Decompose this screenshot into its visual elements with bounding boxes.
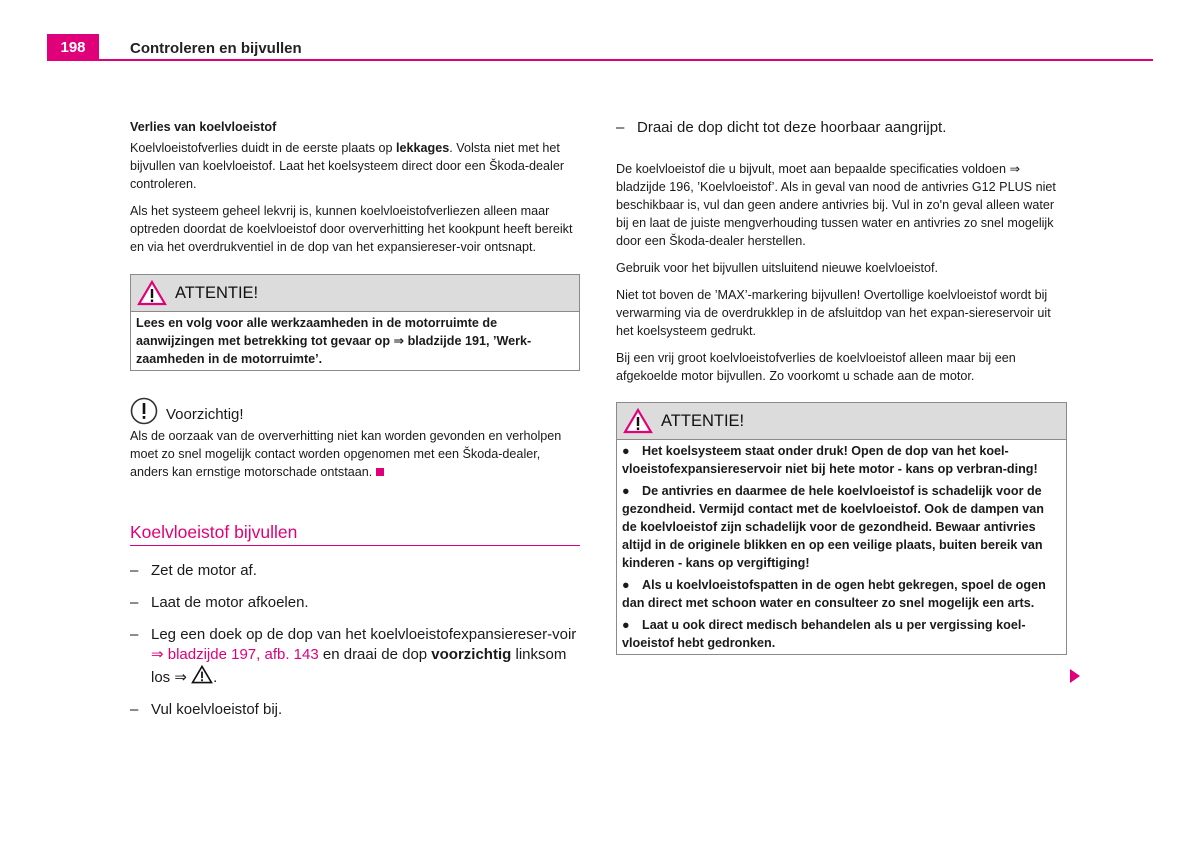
new-coolant-paragraph: Gebruik voor het bijvullen uitsluitend nieuwe koelvloeistof. xyxy=(616,261,939,275)
max-marking-paragraph: Niet tot boven de ’MAX’-markering bijvullen! Overtollige koelvloeistof wordt bij verwarming via de overdrukklep in de afsluitdop van het expan-siereservoir uit het koelsysteem gedrukt. xyxy=(616,288,1051,338)
step-item: – Vul koelvloeistof bij. xyxy=(130,701,283,718)
page-reference-link[interactable]: ⇒ bladzijde 197, afb. 143 xyxy=(151,646,319,663)
loss-heading: Verlies van koelvloeistof xyxy=(130,120,277,134)
warning-box-header xyxy=(131,275,579,312)
warning-triangle-icon xyxy=(137,280,167,306)
left-column xyxy=(130,118,580,720)
warning-item: ● Laat u ook direct medisch behandelen als u per vergissing koel-vloeistof hebt gedronken. xyxy=(622,618,1026,650)
spec-paragraph: De koelvloeistof die u bijvult, moet aan bepaalde specificaties voldoen ⇒ bladzijde 196, ’Koelvloeistof’. Als in geval van nood de antivries G12 PLUS niet beschikbaar is, vul dan geen andere antivries bij. Vul in zo'n geval alleen water bij en laat de juiste mengverhouding tussen water en antivries zo snel mogelijk door een Škoda-dealer herstellen. xyxy=(616,162,1056,248)
warning-item: ● Als u koelvloeistofspatten in de ogen hebt gekregen, spoel de ogen dan direct met schoon water en consulteer zo snel mogelijk een arts. xyxy=(622,578,1046,610)
warning-box-right xyxy=(616,402,1067,655)
continue-arrow-icon xyxy=(1070,669,1080,683)
caution-header xyxy=(130,397,580,425)
caution-title: Voorzichtig! xyxy=(166,406,244,423)
step-item: – Leg een doek op de dop van het koelvloeistofexpansiereser-voir ⇒ bladzijde 197, afb. 143 en draai de dop voorzichtig linksom los ⇒ . xyxy=(130,626,577,686)
warning-item: ● De antivries en daarmee de hele koelvloeistof is schadelijk voor de gezondheid. Vermijd contact met de koelvloeistof. Ook de dampen van de koelvloeistof zijn schadelijk voor de gezondheid. Bewaar antivries altijd in de originele blikken en op een veilige plaats, buiten bereik van kinderen - kans op vergiftiging! xyxy=(622,484,1044,570)
end-marker-icon xyxy=(376,468,384,476)
steps-list xyxy=(130,561,580,720)
warning-list xyxy=(617,440,1066,654)
warning-title: ATTENTIE! xyxy=(175,284,259,302)
step-item: – Laat de motor afkoelen. xyxy=(130,594,309,611)
section-title: Koelvloeistof bijvullen xyxy=(130,523,580,546)
right-column xyxy=(616,118,1067,655)
page-number: 198 xyxy=(47,34,99,60)
warning-box-left xyxy=(130,274,580,371)
warning-title: ATTENTIE! xyxy=(661,412,745,430)
warning-item: ● Het koelsysteem staat onder druk! Open de dop van het koel-vloeistofexpansiereservoir niet bij hete motor - kans op verbran-ding! xyxy=(622,444,1038,476)
step-item: – Draai de dop dicht tot deze hoorbaar aangrijpt. xyxy=(616,119,947,136)
caution-text: Als de oorzaak van de oververhitting niet kan worden gevonden en verholpen moet zo snel mogelijk contact worden opgenomen met een Škoda-dealer, anders kan ernstige motorschade ontstaan. xyxy=(130,429,562,479)
warning-triangle-icon xyxy=(623,408,653,434)
header-rule xyxy=(47,59,1153,61)
warning-box-header xyxy=(617,403,1066,440)
chapter-title: Controleren en bijvullen xyxy=(130,40,302,57)
loss-paragraph-1: Koelvloeistofverlies duidt in de eerste plaats op lekkages. Volsta niet met het bijvullen van koelvloeistof. Laat het koelsysteem direct door een Škoda-dealer controleren. xyxy=(130,141,565,191)
warning-text: Lees en volg voor alle werkzaamheden in de motorruimte de aanwijzingen met betrekking tot gevaar op ⇒ bladzijde 191, ’Werk-zaamheden in de motorruimte’. xyxy=(136,316,532,366)
cooled-engine-paragraph: Bij een vrij groot koelvloeistofverlies de koelvloeistof alleen maar bij een afgekoelde motor bijvullen. Zo voorkomt u schade aan de motor. xyxy=(616,351,1016,383)
caution-circle-icon xyxy=(130,397,158,425)
warning-triangle-icon xyxy=(191,665,213,684)
step-item: – Zet de motor af. xyxy=(130,562,257,579)
loss-paragraph-2: Als het systeem geheel lekvrij is, kunnen koelvloeistofverliezen alleen maar optreden doordat de koelvloeistof door oververhitting het kookpunt heeft bereikt en via het overdrukventiel in de dop van het expansiereser-voir ontsnapt. xyxy=(130,204,573,254)
